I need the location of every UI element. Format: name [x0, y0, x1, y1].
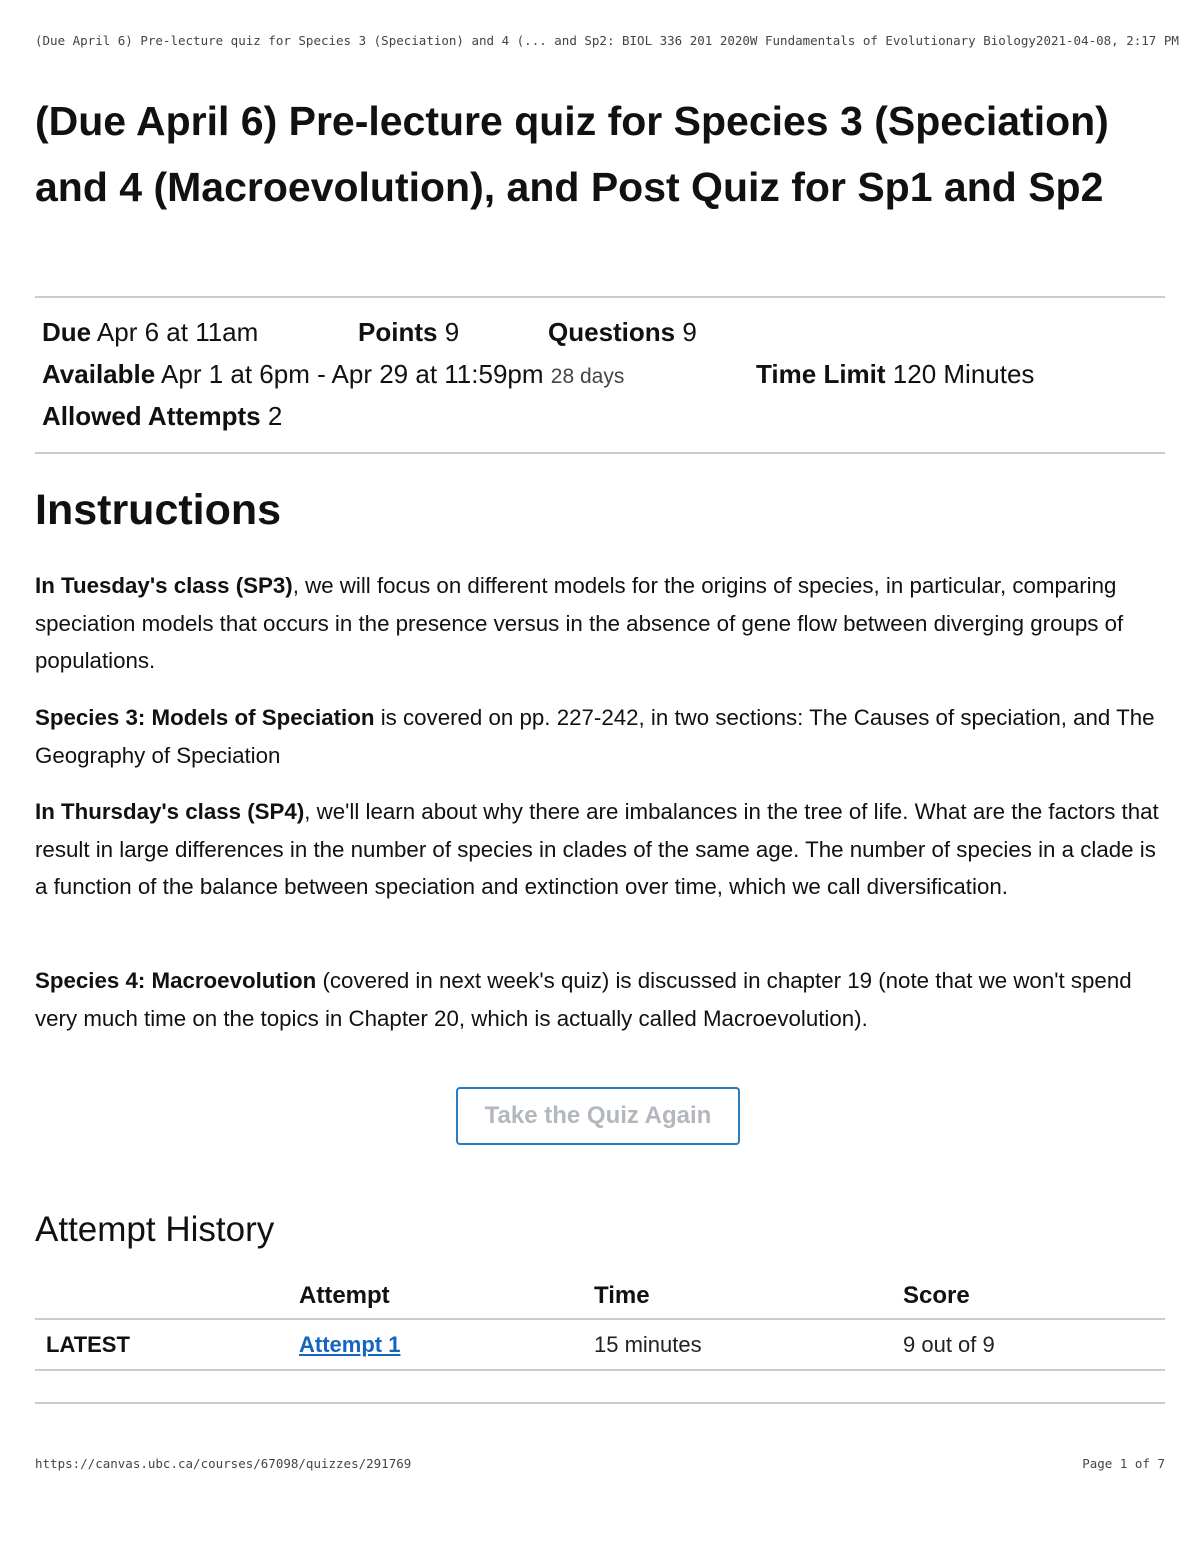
print-header-title: (Due April 6) Pre-lecture quiz for Species 3 (Speciation) and 4 (... and Sp2: BIOL 336 201 2020W Fundamentals of Evolutionary Biology	[35, 33, 1036, 48]
p2-text: is covered on pp. 227-242, in two sections: The Causes of speciation, and The Geography of Speciation	[35, 705, 1155, 768]
instructions-paragraph-4	[35, 962, 1170, 1037]
column-header-score: Score	[903, 1282, 970, 1309]
column-header-attempt: Attempt	[299, 1282, 390, 1309]
time-limit-label: Time Limit	[756, 359, 886, 389]
available-value: Apr 1 at 6pm - Apr 29 at 11:59pm	[161, 359, 544, 389]
instructions-paragraph-3	[35, 793, 1170, 906]
due-label: Due	[42, 317, 92, 347]
points-detail	[358, 317, 459, 348]
p4-text: (covered in next week's quiz) is discussed in chapter 19 (note that we won't spend very much time on the topics in Chapter 20, which is actually called Macroevolution).	[35, 968, 1132, 1031]
attempt-1-link[interactable]: Attempt 1	[299, 1332, 401, 1357]
available-duration: 28 days	[550, 365, 625, 388]
due-detail	[42, 317, 258, 348]
details-divider	[35, 452, 1165, 454]
time-limit-detail	[756, 359, 1034, 390]
attempts-label: Allowed Attempts	[42, 401, 261, 431]
print-footer-page: Page 1 of 7	[1082, 1456, 1165, 1471]
available-label: Available	[42, 359, 156, 389]
p3-emphasis: In Thursday's class (SP4)	[35, 799, 305, 824]
attempt-history-heading: Attempt History	[35, 1210, 275, 1249]
points-value: 9	[444, 317, 460, 347]
print-header-timestamp: 2021-04-08, 2:17 PM	[1035, 33, 1179, 48]
attempts-value: 2	[267, 401, 283, 431]
attempt-score: 9 out of 9	[903, 1332, 995, 1357]
p1-emphasis: In Tuesday's class (SP3)	[35, 573, 293, 598]
print-footer	[35, 1456, 1165, 1471]
available-detail	[42, 359, 624, 390]
attempt-time: 15 minutes	[594, 1332, 702, 1357]
time-limit-value: 120 Minutes	[892, 359, 1035, 389]
print-footer-url: https://canvas.ubc.ca/courses/67098/quizzes/291769	[35, 1456, 412, 1471]
instructions-paragraph-2	[35, 699, 1170, 774]
take-quiz-again-button[interactable]: Take the Quiz Again	[456, 1087, 740, 1145]
page-title: (Due April 6) Pre-lecture quiz for Species 3 (Speciation) and 4 (Macroevolution), and Post Quiz for Sp1 and Sp2	[35, 98, 1109, 210]
due-value: Apr 6 at 11am	[96, 317, 259, 347]
p2-emphasis: Species 3: Models of Speciation	[35, 705, 375, 730]
table-header-divider	[35, 1318, 1165, 1320]
questions-label: Questions	[548, 317, 676, 347]
table-row-divider	[35, 1369, 1165, 1371]
points-label: Points	[358, 317, 438, 347]
instructions-paragraph-1	[35, 567, 1170, 680]
print-header	[35, 33, 1179, 48]
attempts-detail	[42, 401, 282, 432]
title-divider	[35, 296, 1165, 298]
questions-detail	[548, 317, 697, 348]
instructions-heading: Instructions	[35, 486, 282, 534]
p3-text: , we'll learn about why there are imbalances in the tree of life. What are the factors that result in large differences in the number of species in clades of the same age. The number of species in a clade is a function of the balance between speciation and extinction over time, which we call diversification.	[35, 799, 1159, 899]
p1-text: , we will focus on different models for the origins of species, in particular, comparing speciation models that occurs in the presence versus in the absence of gene flow between diverging groups of populations.	[35, 573, 1124, 673]
p4-emphasis: Species 4: Macroevolution	[35, 968, 317, 993]
latest-tag: LATEST	[46, 1332, 130, 1357]
column-header-time: Time	[594, 1282, 650, 1309]
questions-value: 9	[682, 317, 697, 347]
page-end-divider	[35, 1402, 1165, 1404]
